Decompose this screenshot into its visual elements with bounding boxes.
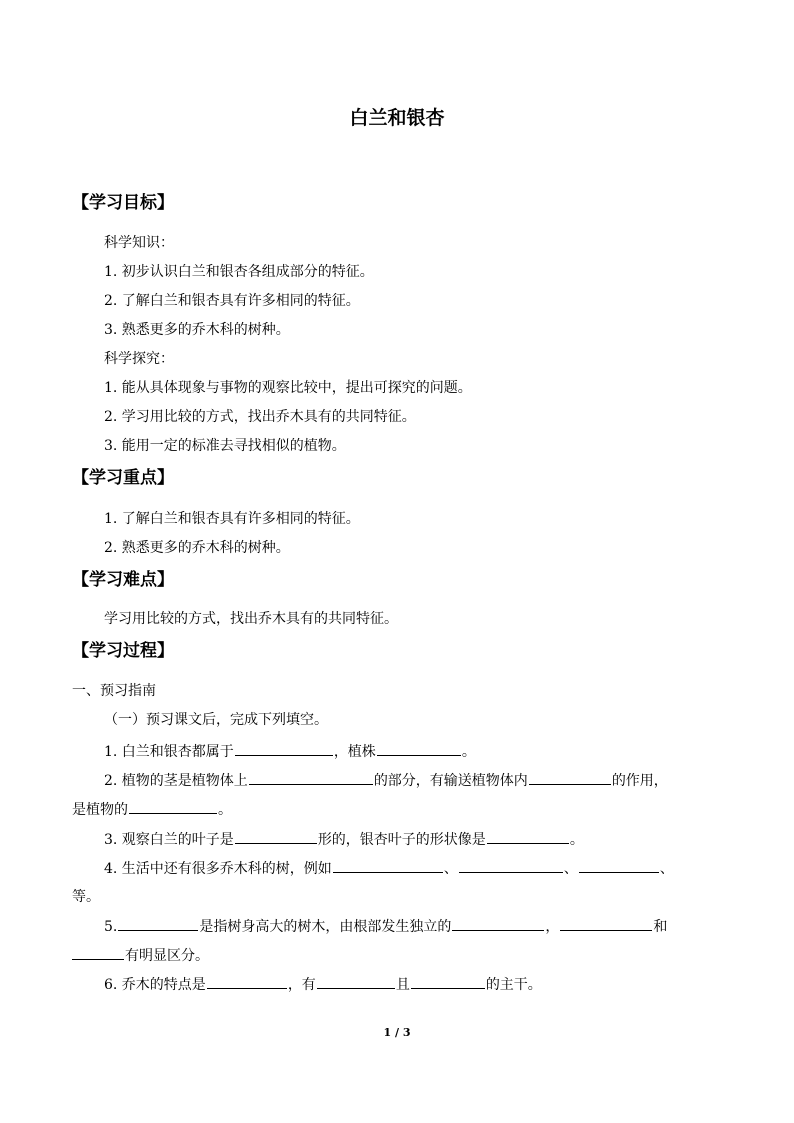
question-4: 4. 生活中还有很多乔木科的树，例如 、 、 、: [104, 858, 674, 879]
page-number: 1 / 3: [383, 1026, 411, 1039]
fill-blank[interactable]: [579, 858, 659, 873]
fill-blank[interactable]: [235, 829, 317, 844]
fill-blank[interactable]: [411, 974, 485, 989]
part-preview-guide: 一、预习指南: [72, 683, 156, 699]
heading-learning-process: 【学习过程】: [72, 641, 174, 661]
fill-blank[interactable]: [487, 829, 569, 844]
objective-knowledge-3: 3. 熟悉更多的乔木科的树种。: [104, 322, 290, 338]
fill-blank[interactable]: [249, 770, 373, 785]
fill-blank[interactable]: [452, 916, 544, 931]
heading-learning-objectives: 【学习目标】: [72, 193, 174, 213]
objective-knowledge-1: 1. 初步认识白兰和银杏各组成部分的特征。: [104, 264, 374, 280]
question-5-continued: 有明显区分。: [72, 945, 209, 966]
objective-inquiry-1: 1. 能从具体现象与事物的观察比较中，提出可探究的问题。: [104, 380, 472, 396]
fill-blank[interactable]: [235, 741, 333, 756]
document-title: 白兰和银杏: [349, 107, 445, 129]
fill-blank[interactable]: [207, 974, 287, 989]
fill-blank[interactable]: [129, 799, 217, 814]
heading-key-points: 【学习重点】: [72, 468, 174, 488]
fill-blank[interactable]: [333, 858, 443, 873]
heading-difficulties: 【学习难点】: [72, 570, 174, 590]
key-point-2: 2. 熟悉更多的乔木科的树种。: [104, 540, 290, 556]
fill-blank[interactable]: [72, 945, 124, 960]
fill-blank[interactable]: [529, 770, 611, 785]
label-science-inquiry: 科学探究：: [104, 351, 174, 367]
question-3: 3. 观察白兰的叶子是 形的，银杏叶子的形状像是 。: [104, 829, 584, 850]
label-science-knowledge: 科学知识：: [104, 235, 174, 251]
question-2: 2. 植物的茎是植物体上 的部分，有输送植物体内 的作用，: [104, 770, 668, 791]
question-1: 1. 白兰和银杏都属于 ，植株 。: [104, 741, 476, 762]
difficulty-1: 学习用比较的方式，找出乔木具有的共同特征。: [104, 611, 398, 627]
objective-knowledge-2: 2. 了解白兰和银杏具有许多相同的特征。: [104, 293, 360, 309]
question-4-continued: 等。: [72, 889, 100, 905]
fill-blank[interactable]: [377, 741, 461, 756]
fill-blank[interactable]: [560, 916, 652, 931]
objective-inquiry-2: 2. 学习用比较的方式，找出乔木具有的共同特征。: [104, 409, 416, 425]
fill-blank[interactable]: [118, 916, 198, 931]
fill-blank[interactable]: [317, 974, 395, 989]
question-5: 5. 是指树身高大的树木，由根部发生独立的 ， 和: [104, 916, 667, 937]
fill-blank[interactable]: [459, 858, 563, 873]
sub-instruction: （一）预习课文后，完成下列填空。: [104, 712, 328, 728]
question-6: 6. 乔木的特点是 ，有 且 的主干。: [104, 974, 542, 995]
question-2-continued: 是植物的 。: [72, 799, 232, 820]
objective-inquiry-3: 3. 能用一定的标准去寻找相似的植物。: [104, 438, 346, 454]
key-point-1: 1. 了解白兰和银杏具有许多相同的特征。: [104, 511, 360, 527]
